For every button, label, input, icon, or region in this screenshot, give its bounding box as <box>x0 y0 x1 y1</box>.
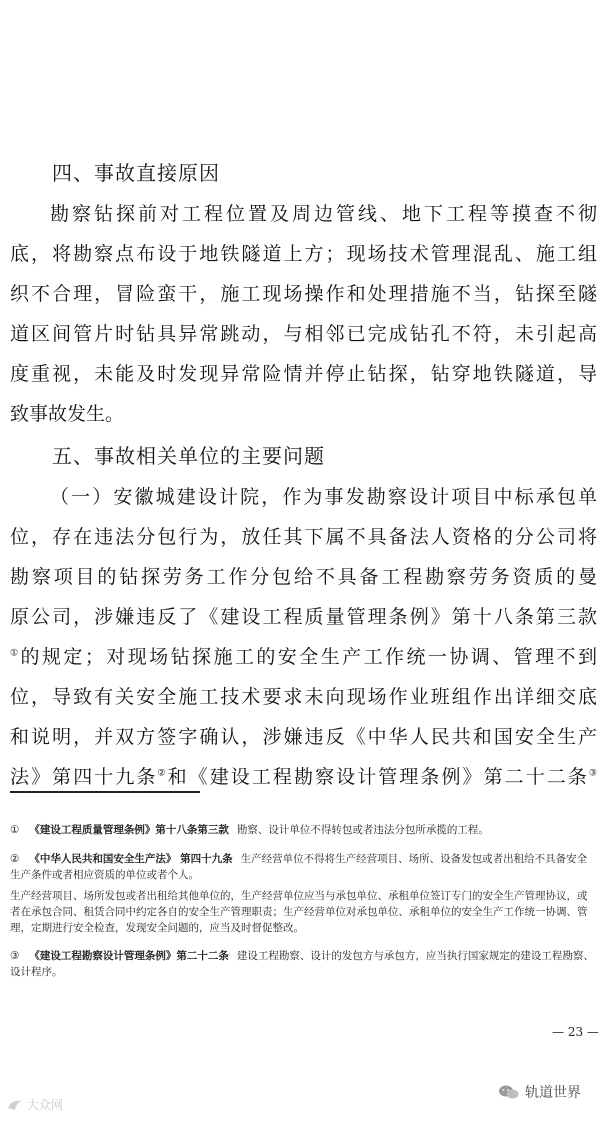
paragraph-line: 底，将勘察点布设于地铁隧道上方；现场技术管理混乱、施工组 <box>10 243 597 265</box>
page-number: — 23 — <box>552 1025 599 1039</box>
watermark-text: 大众网 <box>27 1098 64 1112</box>
footnote-number: ② <box>10 853 20 865</box>
paragraph-line: 位，导致有关安全施工技术要求未向现场作业班组作出详细交底 <box>10 686 597 708</box>
paragraph-line: 度重视，未能及时发现异常险情并停止钻探，钻穿地铁隧道，导 <box>10 363 597 385</box>
footnote-text: 建设工程勘察、设计的发包方与承包方，应当执行国家规定的建设工程勘察、设计程序。 <box>10 950 594 978</box>
wechat-icon <box>498 1084 520 1100</box>
paragraph-line: 原公司，涉嫌违反了《建设工程质量管理条例》第十八条第三款 <box>10 606 597 628</box>
footnote-text: 勘察、设计单位不得转包或者违法分包所承揽的工程。 <box>236 824 489 836</box>
paragraph-line: 勘察项目的钻探劳务工作分包给不具备工程勘察劳务资质的曼 <box>10 566 597 588</box>
footnote-title: 《建设工程质量管理条例》第十八条第三款 <box>29 824 229 836</box>
footnote-mark-3[interactable]: ③ <box>588 768 597 779</box>
paragraph-text: 和《建设工程勘察设计管理条例》第二十二条 <box>167 766 589 788</box>
watermark-logo-icon <box>6 1098 24 1112</box>
footnote-title: 《建设工程勘察设计管理条例》第二十二条 <box>29 950 229 962</box>
paragraph-text: 法》第四十九条 <box>10 766 158 788</box>
paragraph-line-with-footnotes <box>10 762 597 789</box>
footnote-1 <box>10 822 595 838</box>
footnote-title: 《中华人民共和国安全生产法》 第四十九条 <box>29 853 233 865</box>
footnote-number: ③ <box>10 950 20 962</box>
footnote-mark-1[interactable]: ① <box>10 648 21 659</box>
paragraph-text: 的规定；对现场钻探施工的安全生产工作统一协调、管理不到 <box>20 646 597 668</box>
footnote-divider <box>10 791 200 793</box>
paragraph-line: 织不合理，冒险蛮干，施工现场操作和处理措施不当，钻探至隧 <box>10 283 597 305</box>
paragraph-line-with-footnote <box>10 642 597 669</box>
footnote-2-continued: 生产经营项目、场所发包或者出租给其他单位的，生产经营单位应当与承包单位、承租单位签订专门的安全生产管理协议，或者在承包合同、租赁合同中约定各自的安全生产管理职责；生产经营单位对承包单位、承租单位的安全生产工作统一协调、管理，定期进行安全检查，发现安全问题的，应当及时督促整改。 <box>10 890 588 934</box>
paragraph-line: 勘察钻探前对工程位置及周边管线、地下工程等摸查不彻 <box>50 203 597 225</box>
brand-signature <box>498 1082 581 1102</box>
footnote-mark-2[interactable]: ② <box>157 768 168 779</box>
section-heading-related-units: 五、事故相关单位的主要问题 <box>52 444 325 468</box>
paragraph-line: （一）安徽城建设计院，作为事发勘察设计项目中标承包单 <box>50 486 597 508</box>
footnote-number: ① <box>10 824 20 836</box>
footnote-text: 生产经营单位不得将生产经营项目、场所、设备发包或者出租给不具备安全生产条件或者相应资质的单位或者个人。 <box>10 853 588 881</box>
section-heading-direct-cause: 四、事故直接原因 <box>52 161 220 185</box>
paragraph-line: 位，存在违法分包行为，放任其下属不具备法人资格的分公司将 <box>10 526 597 548</box>
footnote-3 <box>10 948 595 980</box>
paragraph-line: 和说明，并双方签字确认，涉嫌违反《中华人民共和国安全生产 <box>10 726 597 748</box>
watermark <box>6 1096 63 1113</box>
brand-name: 轨道世界 <box>525 1085 581 1101</box>
paragraph-line: 致事故发生。 <box>10 403 125 425</box>
paragraph-line: 道区间管片时钻具异常跳动，与相邻已完成钻孔不符，未引起高 <box>10 323 597 345</box>
footnote-2 <box>10 851 595 883</box>
